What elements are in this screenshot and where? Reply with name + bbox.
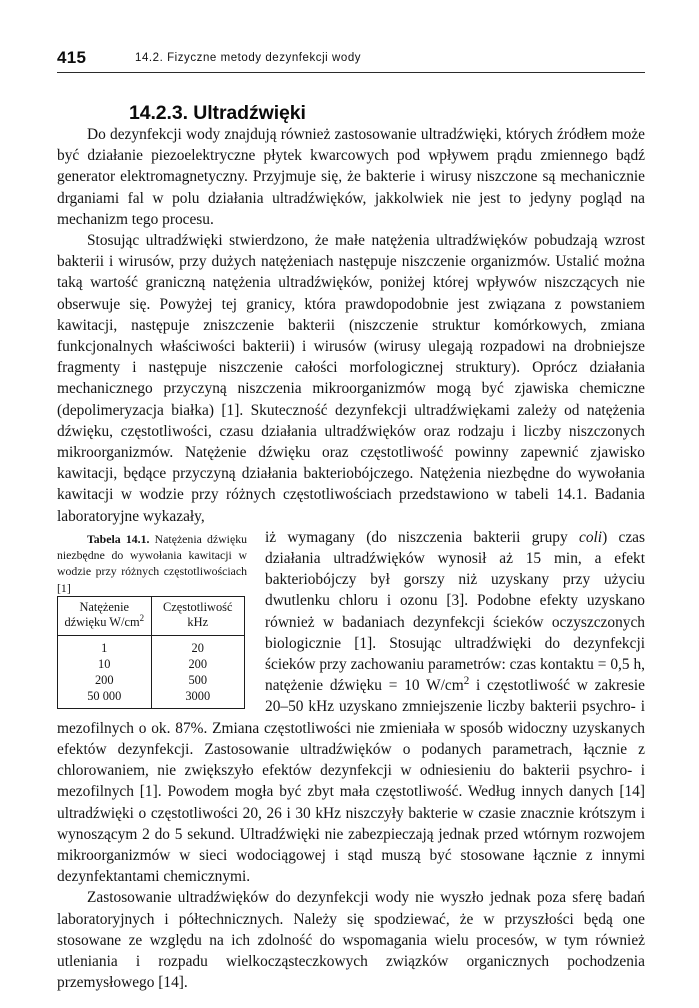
paragraph-4: Zastosowanie ultradźwięków do dezynfekcji wody nie wyszło jednak poza sferę badań laboratoryjnych i półtechnicznych. Należy się spodziewać, że w przyszłości będą one stosowane ze względu na ich zdolność do wspomagania wielu procesów, w tym również utleniania i rozpadu wielkocząsteczkowych związków organicznych pochodzenia przemysłowego [14]. xyxy=(57,889,645,992)
column-header-frequency-line2: kHz xyxy=(187,615,209,630)
paragraph-3-superscript: 2 xyxy=(463,675,470,688)
column-header-intensity-line2: dźwięku W/cm xyxy=(64,615,140,630)
cell-frequency: 3000 xyxy=(185,689,211,704)
cell-intensity: 50 000 xyxy=(58,688,152,708)
column-header-frequency xyxy=(151,597,245,636)
table-row xyxy=(58,656,245,672)
column-header-frequency-line1: Częstotliwość xyxy=(162,600,233,615)
header-section-title: 14.2. Fizyczne metody dezynfekcji wody xyxy=(135,52,362,64)
cell-intensity: 200 xyxy=(58,672,152,688)
cell-intensity: 10 xyxy=(58,656,152,672)
paragraph-1: Do dezynfekcji wody znajdują również zastosowanie ultradźwięki, których źródłem może być działanie piezoelektryczne płytek kwarcowych pod wpływem prądu zmiennego bądź generator elektromagnetyczny. Przyjmuje się, że bakterie i wirusy niszczone są mechanicznie drganiami fal w polu działania ultradźwięków, jakkolwiek nie jest to jedyny pogląd na mechanizm tego procesu. xyxy=(57,126,645,228)
column-header-intensity-superscript: 2 xyxy=(139,613,145,624)
table-figure-block xyxy=(57,527,247,709)
cell-frequency: 500 xyxy=(188,673,208,688)
paragraph-2: Stosując ultradźwięki stwierdzono, że małe natężenia ultradźwięków pobudzają wzrost bakterii i wirusów, przy dużych natężeniach następuje niszczenie organizmów. Ustalić można taką wartość graniczną natężenia ultradźwięków, poniżej której wpływów niszczących nie obserwuje się. Powyżej tej granicy, która prawdopodobnie jest związana z powstaniem kawitacji, następuje zniszczenie bakterii (niszczenie struktur komórkowych, zmiana funkcjonalnych właściwości bakterii) i wirusów (wirusy ulegają rozpadowi na drobniejsze fragmenty i następuje niszczenie całości morfologicznej struktury). Oprócz działania mechanicznego przyczyną niszczenia mikroorganizmów mogą być zjawiska chemiczne (depolimeryzacja białka) [1]. Skuteczność dezynfekcji ultradźwiękami zależy od natężenia dźwięku, częstotliwości, czasu działania ultradźwięków oraz rodzaju i liczby niszczonych mikroorganizmów. Natężenie dźwięku oraz częstotliwość powinny zapewnić zjawisko kawitacji, będące przyczyną działania bakteriobójczego. Natężenia niezbędne do wywołania kawitacji w wodzie przy różnych częstotliwościach przedstawiono w tabeli 14.1. Badania laboratoryjne wykazały, xyxy=(57,232,645,525)
table-row xyxy=(58,688,245,708)
table-14-1 xyxy=(57,596,245,709)
table-caption-label: Tabela 14.1. xyxy=(87,531,150,546)
header-rule xyxy=(57,72,645,73)
running-header xyxy=(57,48,645,72)
table-caption-text: Natężenia dźwięku niezbędne do wywołania kawitacji w wodzie przy różnych częstotliwościach [1] xyxy=(57,531,247,595)
table-caption xyxy=(57,531,247,596)
paragraph-3-part-a: iż wymagany (do niszczenia bakterii grupy xyxy=(265,528,579,546)
table-row xyxy=(58,672,245,688)
cell-frequency: 20 xyxy=(191,640,204,655)
cell-intensity: 1 xyxy=(58,635,152,656)
paragraph-3-part-b: ) czas działania ultradźwięków wynosił aż 15 min, a efekt bakteriobójczy był gorszy niż uzyskany przy użyciu dwutlenku chloru i ozonu [3]. Podobne efekty uzyskano również w badaniach dezynfekcji ścieków oczyszczonych biologicznie [1]. Stosując ultradźwięki do dezynfekcji ścieków przy zachowaniu parametrów: czas kontaktu = 0,5 h, natężenie dźwięku = 10 W/cm xyxy=(265,528,645,695)
paragraph-3-part-c: i częstotliwość w zakresie 20–50 kHz uzyskano zmniejszenie liczby bakterii psychro- i mezofilnych o ok. 87%. Zmiana częstotliwości nie zmieniała w sposób widoczny uzyskanych efektów dezynfekcji. Zastosowanie ultradźwięków o podanych parametrach, łącznie z chlorowaniem, nie zwiększyło efektów dezynfekcji w odniesieniu do bakterii psychro- i mezofilnych [1]. Powodem mogła być zbyt mała częstotliwość. Według innych danych [14] ultradźwięki o częstotliwości 20, 26 i 30 kHz niszczyły bakterie w czasie znacznie krótszym i wynoszącym 2 do 5 sekund. Ultradźwięki nie zabezpieczają jednak przed wtórnym rozwojem mikroorganizmów w sieci wodociągowej i stąd muszą być stosowane łącznie z innymi dezynfektantami chemicznymi. xyxy=(57,677,645,886)
column-header-intensity-line1: Natężenie xyxy=(79,600,130,615)
page-title: 14.2.3. Ultradźwięki xyxy=(129,102,306,125)
species-name-coli: coli xyxy=(578,528,603,546)
table-header-row xyxy=(58,597,245,636)
page-number: 415 xyxy=(57,48,87,67)
body-text xyxy=(57,124,645,993)
table-row xyxy=(58,635,245,656)
cell-frequency: 200 xyxy=(188,657,208,672)
column-header-intensity xyxy=(58,597,152,636)
